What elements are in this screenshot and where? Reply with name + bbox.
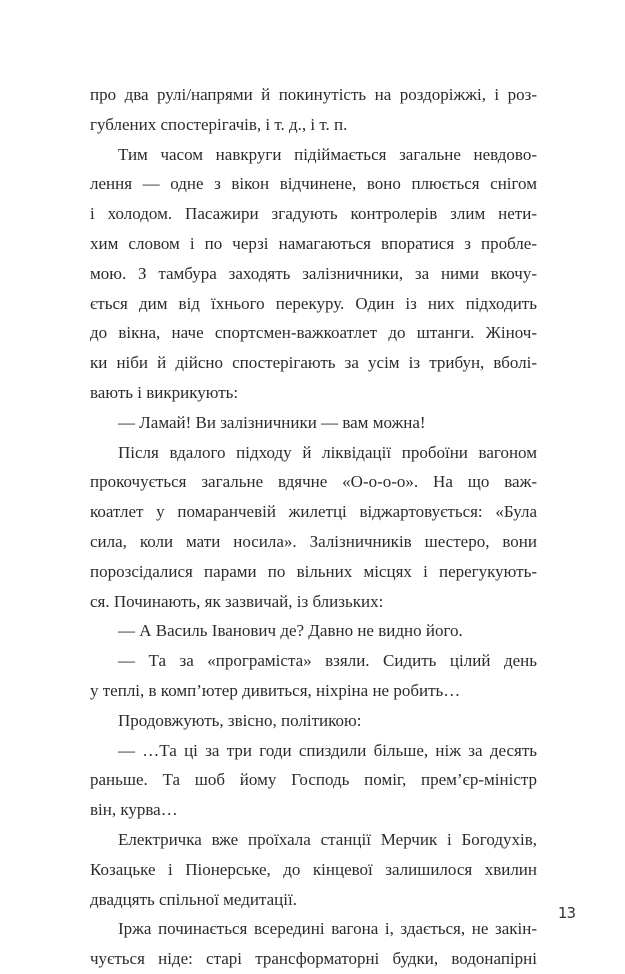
text-line: сила, коли мати носила». Залізничників шестеро, вони — [90, 531, 537, 551]
text-line: Продовжують, звісно, політикою: — [118, 710, 362, 730]
text-line: двадцять спільної медитації. — [90, 889, 297, 909]
text-line: до вікна, наче спортсмен-важкоатлет до штанги. Жіноч- — [90, 323, 537, 343]
body-text — [90, 80, 537, 974]
text-line: гублених спостерігачів, і т. д., і т. п. — [90, 114, 348, 134]
text-line: лення — одне з вікон відчинене, воно плюється снігом — [90, 174, 537, 194]
text-line: про два рулі/напрями й покинутість на роздоріжжі, і роз- — [90, 85, 537, 104]
text-line: — Ламай! Ви залізничники — вам можна! — [118, 412, 426, 432]
text-line: у теплі, в комп’ютер дивиться, ніхріна не робить… — [90, 680, 461, 700]
text-line: прокочується загальне вдячне «О-о-о-о». На що важ- — [90, 472, 537, 492]
text-line: він, курва… — [90, 800, 178, 820]
text-line: коатлет у помаранчевій жилетці віджартовується: «Була — [90, 502, 537, 522]
text-line: Іржа починається всередині вагона і, здається, не закін- — [118, 919, 537, 939]
text-line: Після вдалого підходу й ліквідації пробоїни вагоном — [118, 442, 537, 462]
text-line: ється дим від їхнього перекуру. Один із них підходить — [90, 293, 537, 313]
text-line: — Та за «програміста» взяли. Сидить цілий день — [118, 651, 537, 671]
text-line: вають і викрикують: — [90, 382, 239, 402]
text-line: Козацьке і Піонерське, до кінцевої залишилося хвилин — [90, 859, 537, 879]
page-number: 13 — [557, 904, 575, 922]
text-line: раньше. Та шоб йому Господь поміг, прем’єр-міністр — [90, 770, 537, 790]
text-line: Електричка вже проїхала станції Мерчик і Богодухів, — [118, 829, 537, 849]
text-line: Тим часом навкруги підіймається загальне невдово- — [118, 144, 537, 164]
text-line: — А Василь Іванович де? Давно не видно його. — [118, 621, 463, 641]
text-line: ки ніби й дійсно спостерігають за усім із трибун, вболі- — [90, 353, 537, 373]
text-line: мою. З тамбура заходять залізничники, за ними вкочу- — [90, 263, 537, 283]
text-line: і холодом. Пасажири згадують контролерів злим нети- — [90, 204, 537, 224]
text-line: ся. Починають, як зазвичай, із близьких: — [90, 591, 384, 611]
text-line: порозсідалися парами по вільних місцях і перегукують- — [90, 561, 537, 581]
text-line: — …Та ці за три годи спиздили більше, ніж за десять — [118, 740, 537, 760]
text-line: чується ніде: старі трансформаторні будки, водонапірні — [90, 949, 537, 969]
text-line: хим словом і по черзі намагаються впоратися з пробле- — [90, 233, 537, 253]
